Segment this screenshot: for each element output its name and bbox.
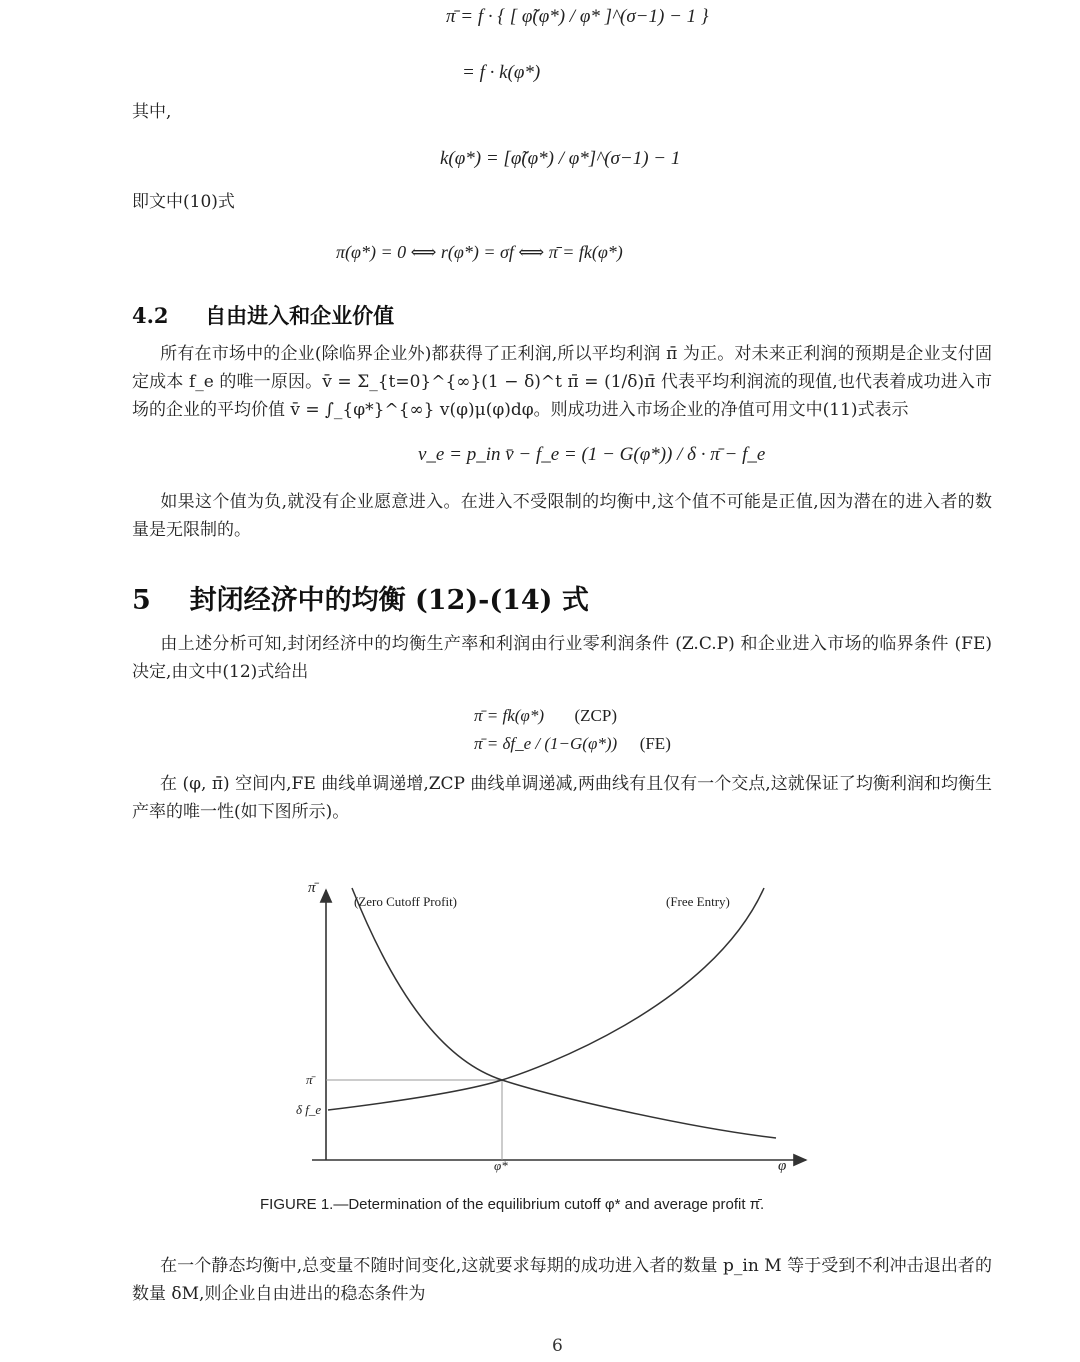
paragraph-steady-state (132, 1252, 992, 1308)
equation-k-definition: k(φ*) = [φ̃(φ*) / φ*]^(σ−1) − 1 (440, 148, 681, 169)
zcp-curve (352, 888, 776, 1138)
equation-fe-formula: π̄ = δf_e / (1−G(φ*)) (474, 734, 618, 753)
section-4-2-title: 自由进入和企业价值 (205, 303, 395, 328)
paragraph-uniqueness-text: 在 (φ, π̄) 空间内,FE 曲线单调递增,ZCP 曲线单调递减,两曲线有且仅有一个交点,这就保证了均衡利润和均衡生产率的唯一性(如下图所示)。 (132, 774, 992, 822)
paragraph-equilibrium-text: 由上述分析可知,封闭经济中的均衡生产率和利润由行业零利润条件 (Z.C.P) 和企业进入市场的临界条件 (FE) 决定,由文中(12)式给出 (132, 634, 992, 682)
paragraph-equilibrium (132, 630, 992, 686)
paragraph-free-entry-text: 所有在市场中的企业(除临界企业外)都获得了正利润,所以平均利润 π̄ 为正。对未来正利润的预期是企业支付固定成本 f_e 的唯一原因。v̄ = Σ_{t=0}^{∞}(1 − δ)^t π̄ = (1/δ)π̄ 代表平均利润流的现值,也代表着成功进入市场的企业的平均价值 v̄ = ∫_{φ*}^{∞} v(φ)μ(φ)dφ。则成功进入市场企业的净值可用文中(11)式表示 (132, 344, 992, 420)
equation-zcp-tag: (ZCP) (574, 706, 617, 725)
paragraph-steady-state-text: 在一个静态均衡中,总变量不随时间变化,这就要求每期的成功进入者的数量 p_in M 等于受到不利冲击退出者的数量 δM,则企业自由进出的稳态条件为 (132, 1256, 992, 1304)
delta-fe-tick-label: δ f_e (296, 1102, 322, 1117)
paragraph-negative-value-text: 如果这个值为负,就没有企业愿意进入。在进入不受限制的均衡中,这个值不可能是正值,因为潜在的进入者的数量是无限制的。 (132, 492, 992, 540)
equation-pi-bar-line1: π̄ = f · { [ φ̃(φ*) / φ* ]^(σ−1) − 1 } (446, 6, 709, 27)
fe-curve (328, 888, 764, 1110)
paragraph-uniqueness (132, 770, 992, 826)
equation-zcp-formula: π̄ = fk(φ*) (474, 706, 544, 725)
pi-bar-tick-label: π̄ (306, 1072, 313, 1087)
where-text: 其中, (132, 102, 172, 122)
section-4-2-heading (132, 300, 394, 330)
section-5-heading (132, 578, 589, 617)
section-5-title: 封闭经济中的均衡 (12)-(14) 式 (189, 585, 589, 616)
eq10-reference: 即文中(10)式 (132, 192, 235, 212)
section-5-number: 5 (132, 585, 151, 616)
equation-fe (474, 734, 671, 754)
figure-1 (290, 868, 830, 1183)
equation-pi-bar-line2: = f · k(φ*) (462, 62, 541, 83)
equation-fe-tag: (FE) (639, 734, 671, 753)
equation-zcp (474, 706, 617, 726)
x-axis-label: φ (778, 1158, 787, 1174)
zcp-curve-label: (Zero Cutoff Profit) (354, 894, 458, 909)
fe-curve-label: (Free Entry) (666, 894, 730, 909)
section-4-2-number: 4.2 (132, 303, 169, 328)
paragraph-free-entry (132, 340, 992, 424)
page-number: 6 (552, 1336, 563, 1356)
phi-star-tick-label: φ* (494, 1158, 508, 1173)
equation-ve: v_e = p_in v̄ − f_e = (1 − G(φ*)) / δ · π̄ − f_e (418, 444, 766, 465)
y-axis-label: π̄ (308, 880, 316, 896)
figure-1-caption: FIGURE 1.—Determination of the equilibrium cutoff φ* and average profit π̄. (260, 1196, 765, 1213)
equation-zcp-equivalence: π(φ*) = 0 ⟺ r(φ*) = σf ⟺ π̄ = fk(φ*) (336, 242, 623, 262)
paragraph-negative-value (132, 488, 992, 544)
